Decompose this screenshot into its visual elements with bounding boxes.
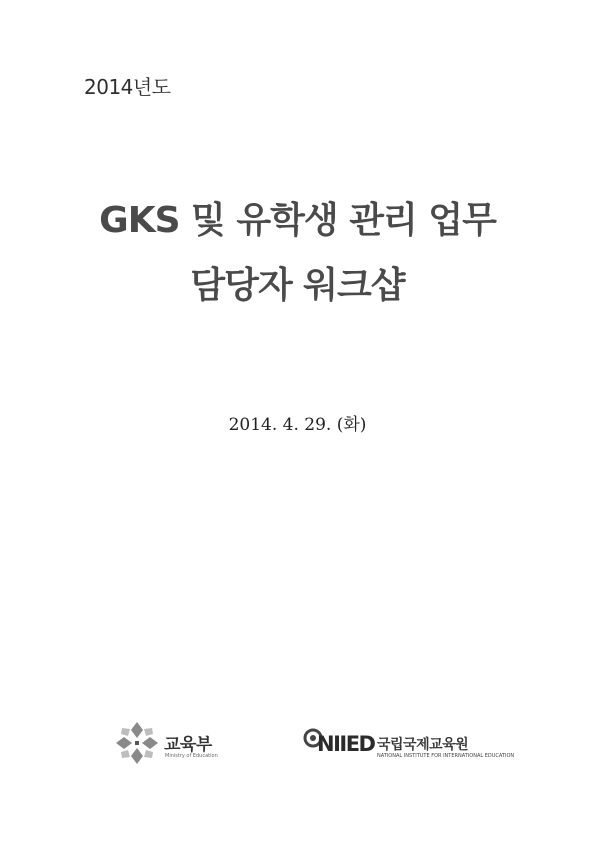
ministry-of-education-emblem-icon <box>114 720 160 766</box>
ministry-of-education-logo <box>114 720 234 765</box>
ministry-name: 교육부 <box>164 735 212 755</box>
document-title-line-1: GKS 및 유학생 관리 업무 <box>99 200 496 241</box>
niied-logo <box>302 724 515 764</box>
year-label: 2014년도 <box>84 75 171 99</box>
event-date: 2014. 4. 29. (화) <box>228 415 367 435</box>
ministry-subtitle: Ministry of Education <box>165 753 218 759</box>
niied-acronym: NIIED <box>317 732 375 756</box>
niied-name: 국립국제교육원 <box>377 737 469 753</box>
document-title-line-2: 담당자 워크샵 <box>190 265 405 306</box>
niied-subtitle: NATIONAL INSTITUTE FOR INTERNATIONAL EDUCATION <box>377 753 515 759</box>
